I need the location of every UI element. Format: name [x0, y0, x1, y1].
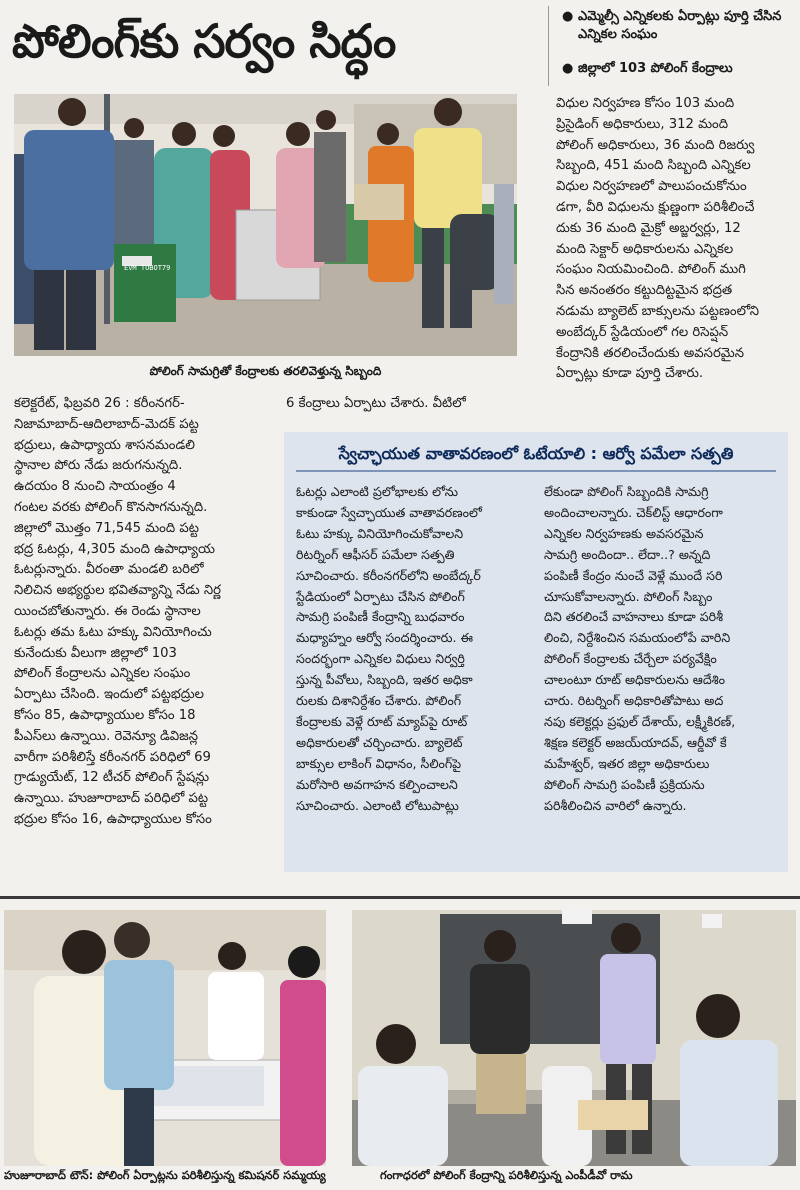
text-line: నిజామాబాద్-ఆదిలాబాద్-మెదక్ పట్ట	[14, 416, 199, 432]
box-title-rule	[296, 470, 776, 472]
mid-column-text	[286, 394, 536, 415]
text-line: రులకు దిశానిర్దేశం చేశారు. పోలింగ్	[296, 693, 462, 709]
text-line: మధ్యాహ్నం ఆర్వో సందర్శించారు. ఈ	[296, 630, 473, 646]
bullet-text-2: జిల్లాలో 103 పోలింగ్ కేంద్రాలు	[578, 61, 733, 76]
bullet-dot-icon: ●	[562, 9, 574, 24]
text-line: అంబేద్కర్ స్టేడియంలో గల రిసెప్షన్	[556, 324, 729, 340]
text-line: గ్రాడ్యుయేట్, 12 టీచర్ పోలింగ్ స్టేషన్లు	[14, 770, 210, 786]
text-line: చాలంటూ రూట్ అధికారులను ఆదేశిం	[544, 672, 726, 688]
text-line: ఎన్నికల నిర్వహణకు అవసరమైన	[544, 525, 704, 541]
text-line: భద్ర ఓటర్లు, 4,305 మంది ఉపాధ్యాయ	[14, 541, 215, 557]
text-line: నడుమ బ్యాలెట్ బాక్సులను పట్టణంలోని	[556, 303, 760, 319]
text-line: పోలింగ్ కేంద్రాలకు చేర్చేలా పర్యవేక్షిం	[544, 651, 717, 667]
text-line: ఓటర్లు ఎలాంటి ప్రలోభాలకు లోను	[296, 484, 458, 499]
text-line: స్థానాల పోరు నేడు జరుగనున్నది.	[14, 458, 183, 474]
text-line: సిన అనంతరం కట్టుదిట్టమైన భద్రత	[556, 283, 733, 299]
top-photo-caption: పోలింగ్ సామగ్రితో కేంద్రాలకు తరలివెళ్తున్న సిబ్బంది	[149, 364, 382, 378]
text-line: ఉదయం 8 నుంచి సాయంత్రం 4	[14, 479, 176, 495]
text-line: యించబోతున్నారు. ఈ రెండు స్థానాల	[14, 603, 201, 619]
text-line: ఓటు హక్కు వినియోగించుకోవాలని	[296, 525, 464, 541]
text-line: డగా, వీరి విధులను క్షుణ్ణంగా పరిశీలించే	[556, 199, 755, 215]
text-line: ఏర్పాటు చేసింది. ఇందులో పట్టభద్రుల	[14, 687, 205, 703]
headline-divider	[548, 6, 549, 86]
headline: పోలింగ్‌కు సర్వం సిద్ధం	[12, 14, 396, 68]
text-line: కేంద్రాలకు వెళ్లే రూట్ మ్యాప్‌పై రూట్	[296, 713, 468, 729]
text-line: అందించాలన్నారు. చెక్‌లిస్ట్ ఆధారంగా	[544, 504, 723, 520]
text-line: కలెక్టరేట్, ఫిబ్రవరి 26 : కరీంనగర్-	[14, 396, 185, 411]
box-column-1	[296, 482, 536, 817]
text-line: బాక్సుల లాకింగ్ విధానం, సీలింగ్‌పై	[296, 755, 462, 771]
text-line: సందర్భంగా ఎన్నికల విధులు నిర్వర్తి	[296, 651, 465, 667]
right-column-text	[556, 94, 792, 385]
text-line: వారీగా పరిశీలిస్తే కరీంనగర్ పరిధిలో 69	[14, 749, 211, 765]
text-line: రిటర్నింగ్ ఆఫీసర్ పమేలా సత్పతి	[296, 546, 455, 562]
bottom-left-photo	[4, 910, 326, 1166]
text-line: సామగ్రి పంపిణీ కేంద్రాన్ని బుధవారం	[296, 609, 465, 625]
text-line: 6 కేంద్రాలు ఏర్పాటు చేశారు. వీటిలో	[286, 396, 466, 411]
text-line: కాకుండా స్వేచ్ఛాయుత వాతావరణంలో	[296, 504, 482, 520]
box-title: స్వేచ్ఛాయుత వాతావరణంలో ఓటేయాలి : ఆర్వో పమేలా సత్పతి	[338, 444, 734, 463]
text-line: దుకు 36 మంది మైక్రో అబ్జర్వర్లు, 12	[556, 220, 741, 236]
text-line: భద్రులు, ఉపాధ్యాయ శాసనమండలి	[14, 437, 195, 453]
text-line: సంఘం నియమించింది. పోలింగ్ ముగి	[556, 262, 746, 278]
text-line: విధుల నిర్వహణ కోసం 103 మంది	[556, 96, 735, 111]
text-line: పరిశీలించిన వారిలో ఉన్నారు.	[544, 797, 687, 813]
bullet-dot-icon: ●	[562, 61, 574, 76]
text-line: చారు. రిటర్నింగ్ అధికారితోపాటు అద	[544, 693, 724, 709]
text-line: పోలింగ్ సామగ్రి పంపిణీ ప్రక్రియను	[544, 776, 705, 792]
text-line: కోసం 85, ఉపాధ్యాయుల కోసం 18	[14, 707, 196, 723]
text-line: శిక్షణ కలెక్టర్ అజయ్‌యాదవ్, ఆర్డీవో కే	[544, 734, 727, 750]
text-line: ప్రిసైడింగ్ అధికారులు, 312 మంది	[556, 116, 729, 132]
text-line: సిబ్బంది, 451 మంది సిబ్బంది ఎన్నికల	[556, 158, 751, 174]
box-column-2	[544, 482, 782, 817]
text-line: స్టేడియంలో ఏర్పాటు చేసిన పోలింగ్	[296, 588, 465, 604]
text-line: స్తున్న పీవోలు, సిబ్బంది, ఇతర అధికా	[296, 672, 473, 688]
bottom-right-photo	[352, 910, 796, 1166]
text-line: మరోసారి అవగాహన కల్పించాలని	[296, 776, 458, 792]
section-divider	[0, 896, 800, 899]
text-line: ఏర్పాట్లు కూడా పూర్తి చేశారు.	[556, 366, 704, 382]
top-photo	[14, 94, 517, 356]
evm-box-label: EVM TOBOT79	[124, 264, 171, 272]
bottom-right-caption: గంగాధరలో పోలింగ్ కేంద్రాన్ని పరిశీలిస్తున్న ఎంపీడీవో రామ	[380, 1168, 633, 1182]
text-line: జిల్లాలో మొత్తం 71,545 మంది పట్ట	[14, 520, 199, 536]
text-line: కునేందుకు వీలుగా జిల్లాలో 103	[14, 645, 177, 661]
text-line: సూచించారు. ఎలాంటి లోటుపాట్లు	[296, 797, 459, 813]
text-line: అధికారులతో చర్చించారు. బ్యాలెట్	[296, 734, 463, 750]
text-line: సూచించారు. కరీంనగర్‌లోని అంబేద్కర్	[296, 567, 481, 583]
bullet-item-1	[562, 8, 798, 44]
bullet-text-1: ఎమ్మెల్సీ ఎన్నికలకు ఏర్పాట్లు పూర్తి చేసిన ఎన్నికల సంఘం	[578, 9, 782, 42]
text-line: నపు కలెక్టర్లు ప్రఫుల్ దేశాయ్, లక్ష్మీకిరణ్,	[544, 713, 736, 729]
text-line: ఓటర్లు తమ ఓటు హక్కు వినియోగించు	[14, 624, 212, 640]
text-line: మంది సెక్టార్ అధికారులను ఎన్నికల	[556, 241, 734, 257]
text-line: మహేశ్వర్, ఇతర జిల్లా అధికారులు	[544, 755, 710, 771]
text-line: పోలింగ్ అధికారులు, 36 మంది రిజర్వు	[556, 137, 755, 153]
text-line: విధుల నిర్వహణలో పాలుపంచుకోనుం	[556, 179, 747, 195]
text-line: పోలింగ్ కేంద్రాలను ఎన్నికల సంఘం	[14, 666, 191, 682]
text-line: భద్రుల కోసం 16, ఉపాధ్యాయుల కోసం	[14, 811, 212, 827]
text-line: లేకుండా పోలింగ్ సిబ్బందికి సామగ్రి	[544, 484, 709, 499]
bottom-left-caption: హుజూరాబాద్ టౌన్: పోలింగ్ ఏర్పాట్లను పరిశీలిస్తున్న కమిషనర్ సమ్మయ్య	[4, 1168, 326, 1182]
text-line: గంటల వరకు పోలింగ్ కొనసాగనున్నది.	[14, 499, 208, 515]
text-line: సామగ్రి అందిందా.. లేదా..? అన్నది	[544, 546, 711, 562]
text-line: ఓటర్లున్నారు. వీరంతా మండలి బరిలో	[14, 562, 204, 578]
text-line: పంపిణీ కేంద్రం నుంచే వెళ్లే ముందే సరి	[544, 567, 723, 583]
text-line: పీఎస్‌లు ఉన్నాయి. రెవెన్యూ డివిజన్ల	[14, 728, 199, 744]
text-line: ఉన్నాయి. హుజూరాబాద్ పరిధిలో పట్ట	[14, 791, 209, 807]
text-line: లించి, నిర్దేశించిన సమయంలోపే వారిని	[544, 630, 731, 646]
left-column-text	[14, 394, 272, 831]
bullet-item-2	[562, 60, 798, 78]
text-line: కేంద్రానికి తరలించేందుకు అవసరమైన	[556, 345, 744, 361]
text-line: దిని తరలించే వాహనాలు కూడా పరిశీ	[544, 609, 724, 625]
text-line: చూసుకోవాలన్నారు. పోలింగ్ సిబ్బం	[544, 588, 713, 604]
text-line: నిలిచిన అభ్యర్థుల భవితవ్యాన్ని నేడు నిర్ణ	[14, 583, 221, 599]
